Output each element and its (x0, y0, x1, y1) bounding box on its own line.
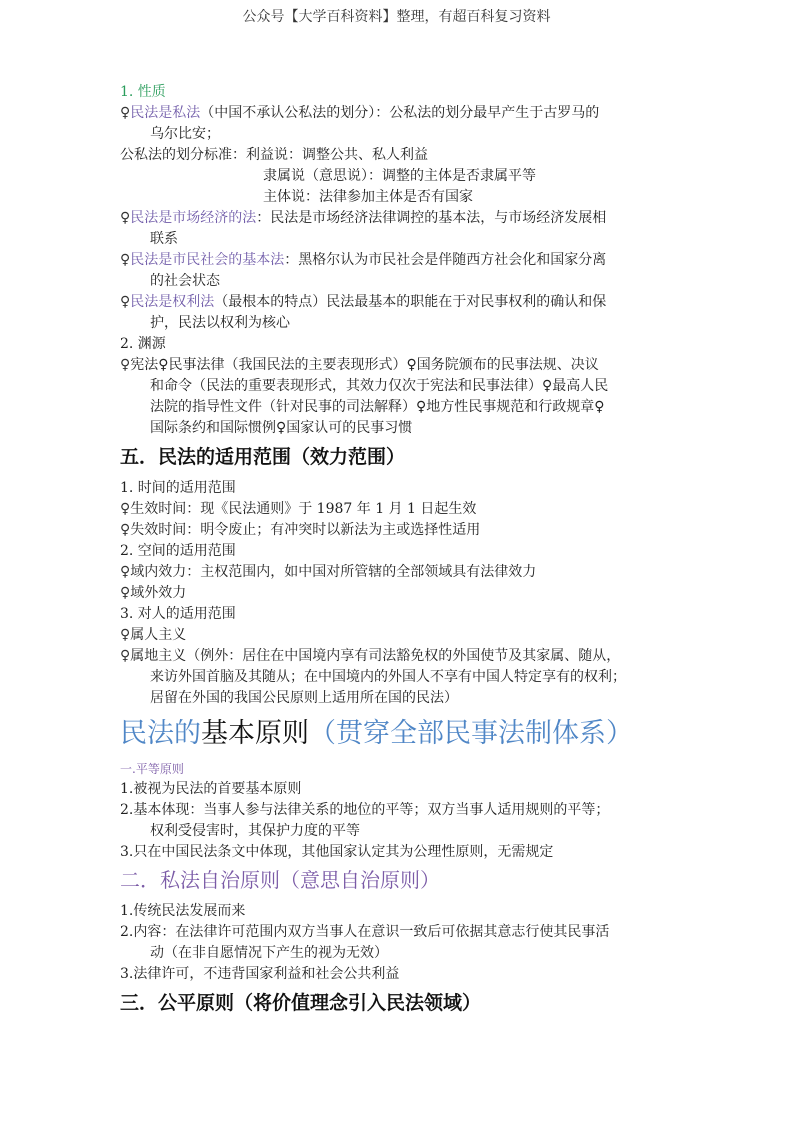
list-item: 公私法的划分标准：利益说：调整公共、私人利益 (120, 147, 428, 163)
female-symbol-icon: ♀ (120, 294, 131, 310)
female-symbol-icon: ♀ (120, 105, 131, 121)
list-item-cont: 法院的指导性文件（针对民事的司法解释）♀地方性民事规范和行政规章♀ (150, 399, 605, 415)
list-item-cont: 的社会状态 (150, 273, 220, 289)
list-item-cont: 居留在外国的我国公民原则上适用所在国的民法） (150, 690, 458, 706)
principle-equality-title: 一.平等原则 (120, 762, 184, 776)
female-symbol-icon: ♀ (120, 627, 131, 643)
list-item-cont: 权利受侵害时，其保护力度的平等 (150, 823, 360, 839)
list-item: ♀民法是权利法（最根本的特点）民法最基本的职能在于对民事权利的确认和保 (120, 294, 607, 310)
list-item: ♀宪法♀民事法律（我国民法的主要表现形式）♀国务院颁布的民事法规、决议 (120, 357, 599, 373)
list-item: 2.基本体现：当事人参与法律关系的地位的平等；双方当事人适用规则的平等； (120, 802, 610, 818)
principle-autonomy-title: 二．私法自治原则（意思自治原则） (120, 868, 440, 892)
list-item: ♀属地主义（例外：居住在中国境内享有司法豁免权的外国使节及其家属、随从， (120, 648, 621, 664)
list-item: 2.内容：在法律许可范围内双方当事人在意识一致后可依据其意志行使其民事活 (120, 924, 610, 940)
female-symbol-icon: ♀ (120, 648, 131, 664)
list-item: ♀民法是私法（中国不承认公私法的划分）：公私法的划分最早产生于古罗马的 (120, 105, 600, 121)
list-item: 1.传统民法发展而来 (120, 903, 246, 919)
subsection-title: 3. 对人的适用范围 (120, 606, 236, 622)
female-symbol-icon: ♀ (120, 357, 131, 373)
female-symbol-icon: ♀ (120, 252, 131, 268)
list-item: ♀生效时间：现《民法通则》于 1987 年 1 月 1 日起生效 (120, 501, 477, 517)
list-item: ♀域外效力 (120, 585, 187, 601)
female-symbol-icon: ♀ (120, 585, 131, 601)
list-item: 主体说：法律参加主体是否有国家 (263, 189, 473, 205)
female-symbol-icon: ♀ (120, 564, 131, 580)
list-item: 3.只在中国民法条文中体现，其他国家认定其为公理性原则，无需规定 (120, 844, 554, 860)
list-item: 3.法律许可，不违背国家利益和社会公共利益 (120, 966, 400, 982)
list-item: ♀失效时间：明令废止；有冲突时以新法为主或选择性适用 (120, 522, 481, 538)
female-symbol-icon: ♀ (120, 522, 131, 538)
list-item-cont: 动（在非自愿情况下产生的视为无效） (150, 945, 388, 961)
page-header: 公众号【大学百科资料】整理，有超百科复习资料 (242, 9, 551, 25)
list-item-cont: 国际条约和国际惯例♀国家认可的民事习惯 (150, 420, 413, 436)
heading-principles: 民法的基本原则（贯穿全部民事法制体系） (120, 718, 633, 749)
document-body (120, 82, 680, 1024)
female-symbol-icon: ♀ (120, 501, 131, 517)
list-item: ♀民法是市场经济的法：民法是市场经济法律调控的基本法，与市场经济发展相 (120, 210, 607, 226)
list-item-cont: 联系 (150, 231, 178, 247)
list-item: ♀民法是市民社会的基本法：黑格尔认为市民社会是伴随西方社会化和国家分离 (120, 252, 607, 268)
list-item-cont: 来访外国首脑及其随从；在中国境内的外国人不享有中国人特定享有的权利； (150, 669, 626, 685)
list-item: ♀域内效力：主权范围内，如中国对所管辖的全部领域具有法律效力 (120, 564, 537, 580)
list-item: 1.被视为民法的首要基本原则 (120, 781, 302, 797)
list-item-cont: 乌尔比安； (150, 126, 220, 142)
subsection-title: 1. 时间的适用范围 (120, 480, 236, 496)
list-item-cont: 和命令（民法的重要表现形式，其效力仅次于宪法和民事法律）♀最高人民 (150, 378, 609, 394)
list-item: ♀属人主义 (120, 627, 187, 643)
heading-scope: 五．民法的适用范围（效力范围） (120, 446, 406, 468)
list-item: 隶属说（意思说）：调整的主体是否隶属平等 (263, 168, 536, 184)
section-title-nature: 1. 性质 (120, 84, 166, 100)
principle-fairness-title: 三．公平原则（将价值理念引入民法领域） (120, 992, 482, 1014)
section-title-sources: 2. 渊源 (120, 336, 166, 352)
female-symbol-icon: ♀ (120, 210, 131, 226)
list-item-cont: 护，民法以权利为核心 (150, 315, 290, 331)
subsection-title: 2. 空间的适用范围 (120, 543, 236, 559)
